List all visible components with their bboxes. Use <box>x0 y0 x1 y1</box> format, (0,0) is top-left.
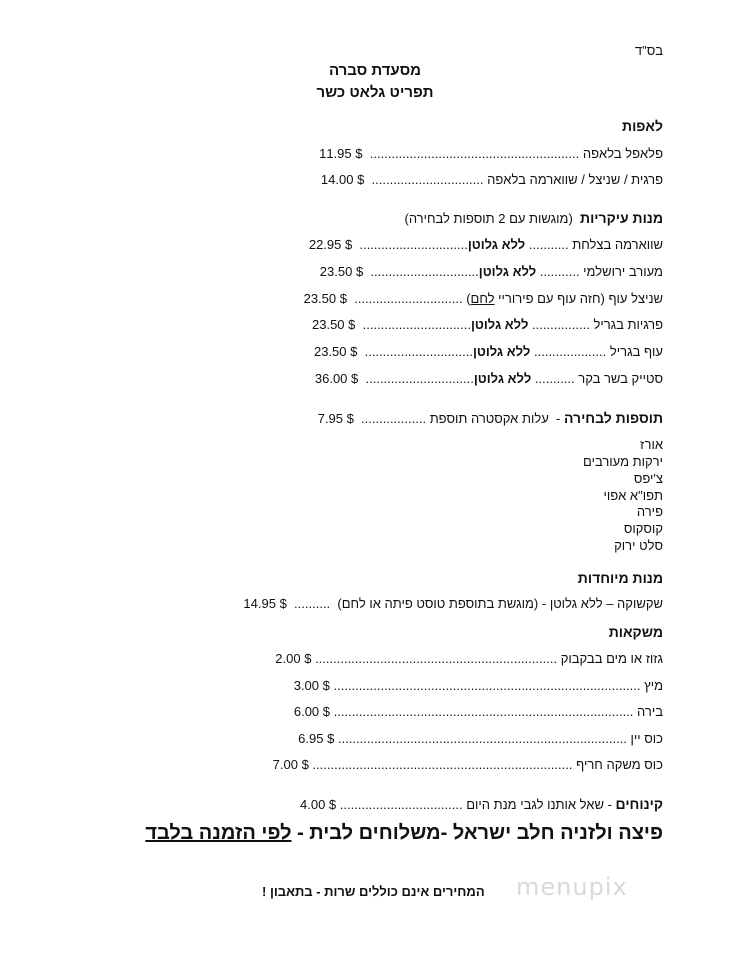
price: $ 2.00 <box>275 651 312 666</box>
price: $ 36.00 <box>314 371 359 386</box>
gluten-free-tag: ללא גלוטן <box>473 371 532 386</box>
section-title-laffot: לאפות <box>622 118 663 134</box>
price: $ 11.95 <box>319 146 363 161</box>
side-option: ירקות מעורבים <box>583 454 663 469</box>
price: $ 14.95 <box>243 596 287 611</box>
promo-banner: פיצה ולזניה חלב ישראל -משלוחים לבית - לפי הזמנה בלבד <box>145 822 663 844</box>
price: $ 4.00 <box>300 797 337 812</box>
section-title-sides: תוספות לבחירה - עלות אקסטרה תוספת .................. $ 7.95 <box>317 410 663 426</box>
side-option: אורז <box>640 437 663 452</box>
price: $ 22.95 <box>308 237 353 252</box>
menu-item: שווארמה בצלחת ........... ללא גלוטן.............................. $ 22.95 <box>308 237 663 252</box>
price: $ 23.50 <box>312 317 356 332</box>
side-option: תפו"א אפוי <box>603 488 663 503</box>
side-option: צ'יפס <box>633 471 663 486</box>
menu-item: שניצל עוף (חזה עוף עם פירוריי לחם) .............................. $ 23.50 <box>303 291 663 306</box>
menu-item: כוס יין ................................................................................ $ 6.95 <box>298 731 663 746</box>
menu-subtitle: תפריט גלאט כשר <box>316 84 434 101</box>
price: $ 23.50 <box>303 291 347 306</box>
bsd-mark: בס"ד <box>634 43 663 58</box>
main-note: (מוגשות עם 2 תוספות לבחירה) <box>404 211 573 226</box>
price: $ 23.50 <box>313 344 358 359</box>
side-option: פירה <box>636 504 663 519</box>
gluten-free-tag: ללא גלוטן <box>470 317 529 332</box>
gluten-free-tag: ללא גלוטן <box>472 344 531 359</box>
price: $ 7.00 <box>272 757 309 772</box>
menu-item: פרגיות בגריל ................ ללא גלוטן.............................. $ 23.50 <box>312 317 663 332</box>
price: $ 6.00 <box>293 704 331 719</box>
menu-item: שקשוקה – ללא גלוטן - (מוגשת בתוספת טוסט פיתה או לחם) .......... $ 14.95 <box>243 596 663 611</box>
price: $ 3.00 <box>293 678 330 693</box>
gluten-free-tag: ללא גלוטן <box>478 264 537 279</box>
promo-underlined: לפי הזמנה בלבד <box>145 822 292 844</box>
side-option: קוסקוס <box>623 521 663 536</box>
price: $ 7.95 <box>317 411 354 426</box>
menu-item: עוף בגריל .................... ללא גלוטן.............................. $ 23.50 <box>313 344 663 359</box>
menu-item: פלאפל בלאפה .......................................................... $ 11.95 <box>319 146 663 161</box>
section-title-drinks: משקאות <box>608 624 663 640</box>
menu-item: מיץ ..................................................................................... $ 3.00 <box>293 678 663 693</box>
restaurant-name: מסעדת סברה <box>328 62 422 79</box>
gluten-free-tag: ללא גלוטן <box>467 237 526 252</box>
watermark-logo: menupix <box>516 873 628 901</box>
menu-item: גזוז או מים בבקבוק ................................................................... $ 2.00 <box>275 651 663 666</box>
menu-item: מעורב ירושלמי ........... ללא גלוטן.............................. $ 23.50 <box>319 264 663 279</box>
price: $ 23.50 <box>319 264 364 279</box>
price: $ 14.00 <box>320 172 365 187</box>
price: $ 6.95 <box>298 731 335 746</box>
footer-note: המחירים אינם כוללים שרות - בתאבון ! <box>262 884 485 899</box>
menu-item: פרגית / שניצל / שווארמה בלאפה ............................... $ 14.00 <box>320 172 663 187</box>
menu-item: כוס משקה חריף ........................................................................ $ 7.00 <box>272 757 663 772</box>
menu-item: בירה ................................................................................... $ 6.00 <box>293 704 663 719</box>
section-title-desserts: קינוחים - שאל אותנו לגבי מנת היום .................................. $ 4.00 <box>300 796 663 812</box>
menu-item: סטייק בשר בקר ........... ללא גלוטן.............................. $ 36.00 <box>314 371 663 386</box>
side-option: סלט ירוק <box>614 538 663 553</box>
section-title-main: מנות עיקריות (מוגשות עם 2 תוספות לבחירה) <box>404 210 663 226</box>
section-title-special: מנות מיוחדות <box>577 570 663 586</box>
bread-link: לחם <box>470 291 495 306</box>
